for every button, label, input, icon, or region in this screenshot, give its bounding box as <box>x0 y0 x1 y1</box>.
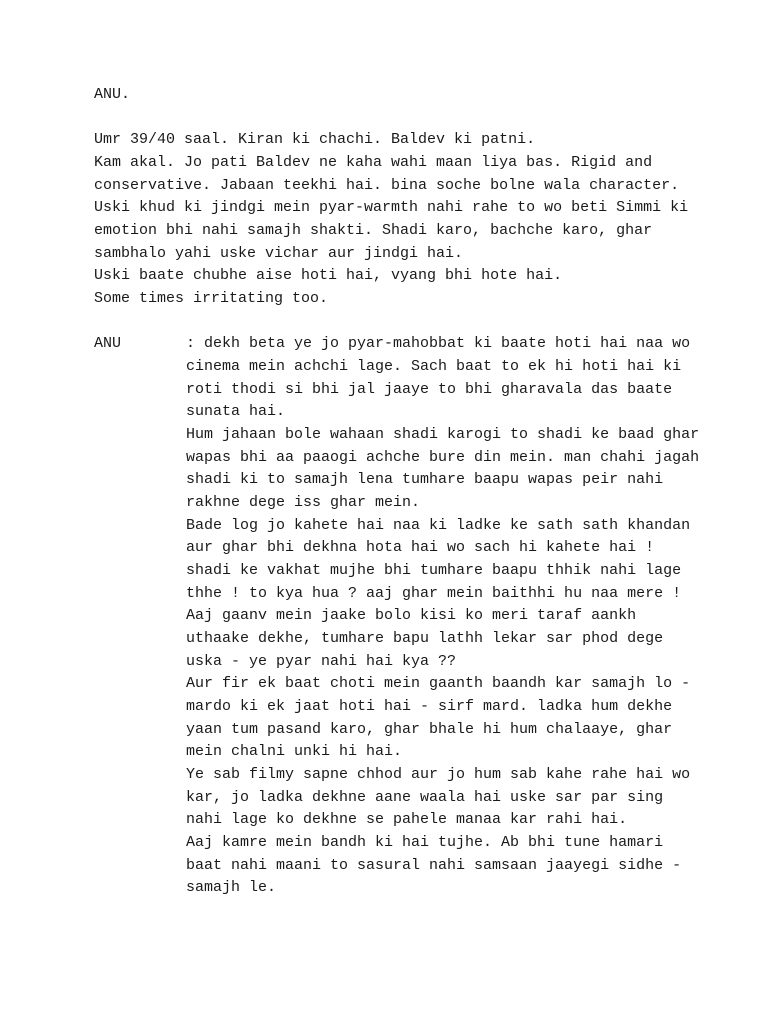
dialogue-line: Ye sab filmy sapne chhod aur jo hum sab kahe rahe hai wo <box>186 766 691 783</box>
description-line: emotion bhi nahi samajh shakti. Shadi karo, bachche karo, ghar <box>94 222 653 239</box>
dialogue-line: Aaj kamre mein bandh ki hai tujhe. Ab bhi tune hamari <box>186 834 664 851</box>
dialogue-line: thhe ! to kya hua ? aaj ghar mein baithhi hu naa mere ! <box>186 585 682 602</box>
description-line: conservative. Jabaan teekhi hai. bina soche bolne wala character. <box>94 177 680 194</box>
character-heading: ANU. <box>94 86 131 103</box>
dialogue-line: shadi ke vakhat mujhe bhi tumhare baapu thhik nahi lage <box>186 562 682 579</box>
dialogue-line: uthaake dekhe, tumhare bapu lathh lekar sar phod dege <box>186 630 664 647</box>
dialogue-line: : dekh beta ye jo pyar-mahobbat ki baate hoti hai naa wo <box>186 335 691 352</box>
dialogue-line: rakhne dege iss ghar mein. <box>186 494 421 511</box>
description-line: sambhalo yahi uske vichar aur jindgi hai. <box>94 245 464 262</box>
dialogue-line: Aur fir ek baat choti mein gaanth baandh kar samajh lo - <box>186 675 691 692</box>
dialogue-line: nahi lage ko dekhne se pahele manaa kar rahi hai. <box>186 811 628 828</box>
speaker-name: ANU <box>94 335 122 352</box>
dialogue-line: roti thodi si bhi jal jaaye to bhi gharavala das baate <box>186 381 673 398</box>
dialogue-line: Bade log jo kahete hai naa ki ladke ke sath sath khandan <box>186 517 691 534</box>
dialogue-line: samajh le. <box>186 879 277 896</box>
dialogue-line: sunata hai. <box>186 403 286 420</box>
dialogue-line: mein chalni unki hi hai. <box>186 743 403 760</box>
description-line: Uski khud ki jindgi mein pyar-warmth nahi rahe to wo beti Simmi ki <box>94 199 689 216</box>
dialogue-line: baat nahi maani to sasural nahi samsaan jaayegi sidhe - <box>186 857 682 874</box>
dialogue-line: Aaj gaanv mein jaake bolo kisi ko meri taraf aankh <box>186 607 637 624</box>
dialogue-line: shadi ki to samajh lena tumhare baapu wapas peir nahi <box>186 471 664 488</box>
dialogue-line: Hum jahaan bole wahaan shadi karogi to shadi ke baad ghar <box>186 426 700 443</box>
description-line: Kam akal. Jo pati Baldev ne kaha wahi maan liya bas. Rigid and <box>94 154 653 171</box>
dialogue-line: cinema mein achchi lage. Sach baat to ek hi hoti hai ki <box>186 358 682 375</box>
description-line: Uski baate chubhe aise hoti hai, vyang bhi hote hai. <box>94 267 563 284</box>
description-line: Umr 39/40 saal. Kiran ki chachi. Baldev ki patni. <box>94 131 536 148</box>
dialogue-line: kar, jo ladka dekhne aane waala hai uske sar par sing <box>186 789 664 806</box>
dialogue-line: uska - ye pyar nahi hai kya ?? <box>186 653 457 670</box>
dialogue-line: aur ghar bhi dekhna hota hai wo sach hi kahete hai ! <box>186 539 655 556</box>
description-line: Some times irritating too. <box>94 290 329 307</box>
dialogue-line: mardo ki ek jaat hoti hai - sirf mard. ladka hum dekhe <box>186 698 673 715</box>
dialogue-line: wapas bhi aa paaogi achche bure din mein. man chahi jagah <box>186 449 700 466</box>
dialogue-line: yaan tum pasand karo, ghar bhale hi hum chalaaye, ghar <box>186 721 673 738</box>
